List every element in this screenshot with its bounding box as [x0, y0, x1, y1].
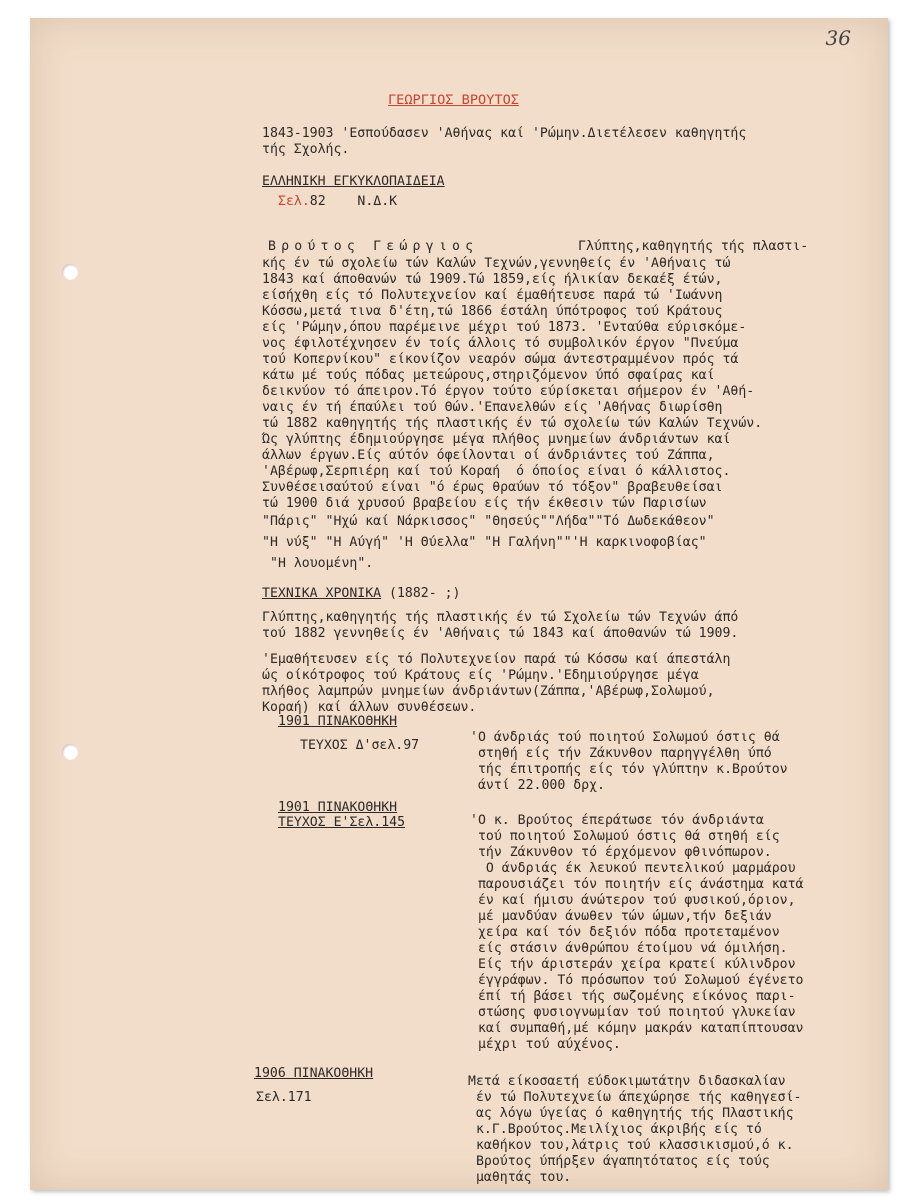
entry-body-line: τής έπιτροπής είς τόν γλύπτην κ.Βρούτον: [470, 762, 788, 777]
entry-body-line: έν τώ Πολυτεχνείω άπεχώρησε τής καθηγεσί-: [468, 1090, 802, 1105]
entry-reference: ΤΕΥΧΟΣ Ε'Σελ.145: [278, 815, 406, 830]
entry-body-line: Είς τήν άριστεράν χείρα κρατεί κύλινδρον: [470, 957, 796, 972]
body-line: πλήθος λαμπρών μνημείων άνδριάντων(Ζάππα,'Αβέρωφ,Σολωμού,: [262, 684, 715, 699]
entry-body-line: παρουσιάζει τόν ποιητήν είς άνάστημα κατά: [470, 877, 804, 892]
entry-body-line: χείρα καί τόν δεξιόν πόδα προτεταμένον: [470, 925, 780, 940]
body-line: είσήχθη είς τό Πολυτεχνείον καί έμαθήτευσε παρά τώ 'Ιωάννη: [262, 288, 723, 303]
entry-body-line: τήν Ζάκυνθον τό έρχόμενον φθινόπωρον.: [470, 845, 772, 860]
entry-body-line: μέ μανδύαν άνωθεν τών ώμων,τήν δεξιάν: [470, 909, 772, 924]
entry-heading: 1906 ΠΙΝΑΚΟΘΗΚΗ: [254, 1066, 374, 1081]
entry-name: Βρούτος Γεώργιος: [268, 239, 479, 254]
body-line: Κόσσω,μετά τινα δ'έτη,τώ 1866 έστάλη ύπότροφος τού Κράτους: [262, 304, 723, 319]
body-line: άλλων έργων.Είς αύτόν όφείλονται οί άνδριάντες τού Ζάππα,: [262, 448, 715, 463]
entry-body-line: έπί τή βάσει τής σωζομένης είκόνος παρι-: [470, 989, 796, 1004]
body-line: είς 'Ρώμην,όπου παρέμεινε μέχρι τού 1873. 'Ενταύθα εύρισκόμε-: [262, 320, 747, 335]
page-number: 36: [825, 26, 851, 50]
intro-line: 1843-1903 'Εσπούδασεν 'Αθήνας καί 'Ρώμην.Διετέλεσεν καθηγητής: [262, 126, 747, 141]
body-line: νος έφιλοτέχνησεν έν τοίς άλλοις τό συμβολικόν έργον "Πνεύμα: [262, 336, 739, 351]
body-line: "Η λουομένη".: [270, 556, 374, 571]
punch-hole: [62, 744, 78, 760]
body-line: τώ 1882 καθηγητής τής πλαστικής έν τώ σχολείω τών Καλών Τεχνών.: [262, 416, 763, 431]
body-line: Κοραή) καί άλλων συνθέσεων.: [262, 700, 477, 715]
entry-heading: 1901 ΠΙΝΑΚΟΘΗΚΗ: [278, 800, 398, 815]
entry-body-line: στηθή είς τήν Ζάκυνθον παρηγγέλθη ύπό: [470, 746, 772, 761]
body-line: Γλύπτης,καθηγητής τής πλαστι-: [578, 239, 809, 254]
body-line: κάτω μέ τούς πόδας μετεώρους,στηριζόμενον ύπό σφαίρας καί: [262, 368, 715, 383]
section-heading-encyclopedia: ΕΛΛΗΝΙΚΗ ΕΓΚΥΚΛΟΠΑΙΔΕΙΑ: [262, 174, 445, 189]
body-line: ναις έν τή έπαύλει τού Θών.'Επανελθών είς 'Αθήνας διωρίσθη: [262, 400, 723, 415]
section-heading-text: ΤΕΧΝΙΚΑ ΧΡΟΝΙΚΑ: [262, 586, 382, 601]
entry-body-line: άντί 22.000 δρχ.: [470, 778, 605, 793]
body-line: τού 1882 γεννηθείς έν 'Αθήναις τώ 1843 καί άποθανών τώ 1909.: [262, 626, 739, 641]
entry-body-line: είς στάσιν άνθρώπου έτοίμου νά όμιλήση.: [470, 941, 788, 956]
section-heading-years: (1882- ;): [381, 586, 461, 601]
entry-body-line: στώσης φυσιογνωμίαν τού ποιητού γλυκείαν: [470, 1005, 796, 1020]
document-title: ΓΕΩΡΓΙΟΣ ΒΡΟΥΤΟΣ: [388, 92, 519, 108]
entry-body-line: κ.Γ.Βρούτος.Μειλίχιος άκριβής είς τό: [468, 1122, 762, 1137]
entry-reference: ΤΕΥΧΟΣ Δ'σελ.97: [300, 738, 420, 753]
entry-body-line: μέχρι τού αύχένος.: [470, 1037, 621, 1052]
entry-body-line: Ο άνδριάς έκ λευκού πεντελικού μαρμάρου: [470, 861, 796, 876]
entry-reference: Σελ.171: [256, 1090, 312, 1105]
page-reference-value: 82 Ν.Δ.Κ: [309, 194, 398, 209]
page-label: Σελ.: [278, 194, 310, 209]
body-line: "Η νύξ" "Η Αύγή" 'Η Θύελλα" "Η Γαλήνη""'Η καρκινοφοβίας": [262, 535, 707, 550]
body-line: τώ 1900 διά χρυσού βραβείου είς τήν έκθεσιν τών Παρισίων: [262, 496, 707, 511]
body-line: 1843 καί άποθανών τώ 1909.Τώ 1859,είς ήλικίαν δεκαέξ έτών,: [262, 272, 723, 287]
punch-hole: [62, 264, 78, 280]
intro-line: τής Σχολής.: [262, 142, 350, 157]
entry-body-line: 'Ο κ. Βρούτος έπεράτωσε τόν άνδριάντα: [470, 813, 764, 828]
body-line: δεικνύον τό άπειρον.Τό έργον τούτο εύρίσκεται σήμερον έν 'Αθή-: [262, 384, 755, 399]
entry-body-line: καί συμπαθή,μέ κόμην μακράν καταπίπτουσαν: [470, 1021, 804, 1036]
encyclopedia-reference: [278, 194, 397, 210]
entry-heading: 1901 ΠΙΝΑΚΟΘΗΚΗ: [278, 714, 398, 729]
entry-body-line: τού ποιητού Σολωμού όστις θά στηθή είς: [470, 829, 780, 844]
entry-body-line: ας λόγω ύγείας ό καθηγητής τής Πλαστικής: [468, 1106, 794, 1121]
body-line: Γλύπτης,καθηγητής τής πλαστικής έν τώ Σχολείω τών Τεχνών άπό: [262, 610, 739, 625]
entry-body-line: Βρούτος ύπήρξεν άγαπητότατος είς τούς: [468, 1154, 770, 1169]
body-line: κής έν τώ σχολείω τών Καλών Τεχνών,γεννηθείς έν 'Αθήναις τώ: [262, 256, 731, 271]
entry-body-line: έν καί ήμισυ άνώτερον τού φυσικού,όριον,: [470, 893, 796, 908]
entry-body-line: μαθητάς του.: [468, 1170, 572, 1185]
body-line: ώς οίκότροφος τού Κράτους είς 'Ρώμην.'Εδημιούργησε μέγα: [262, 668, 699, 683]
entry-body-line: έγγράφων. Τό πρόσωπον τού Σολωμού έγένετο: [470, 973, 804, 988]
entry-body-line: καθήκον του,λάτρις τού κλασσικισμού,ό κ.: [468, 1138, 794, 1153]
body-line: "Πάρις" "Ηχώ καί Νάρκισσος" "Θησεύς""Λήδα""Τό Δωδεκάθεον": [262, 514, 715, 529]
entry-body-line: 'Ο άνδριάς τού ποιητού Σολωμού όστις θά: [470, 730, 780, 745]
body-line: 'Αβέρωφ,Σερπιέρη καί τού Κοραή ό όποίος είναι ό κάλλιστος.: [262, 464, 731, 479]
body-line: τού Κοπερνίκου" είκονίζον νεαρόν σώμα άντεστραμμένον πρός τά: [262, 352, 739, 367]
body-line: Συνθέσεισαύτού είναι "ό έρως θραύων τό τόξον" βραβευθείσαι: [262, 480, 723, 495]
entry-body-line: Μετά είκοσαετή εύδοκιμωτάτην διδασκαλίαν: [468, 1074, 786, 1089]
body-line: 'Εμαθήτευσεν είς τό Πολυτεχνείον παρά τώ Κόσσω καί άπεστάλη: [262, 652, 731, 667]
body-line: Ώς γλύπτης έδημιούργησε μέγα πλήθος μνημείων άνδριάντων καί: [262, 432, 731, 447]
section-heading-technical-chronicles: [262, 586, 461, 602]
